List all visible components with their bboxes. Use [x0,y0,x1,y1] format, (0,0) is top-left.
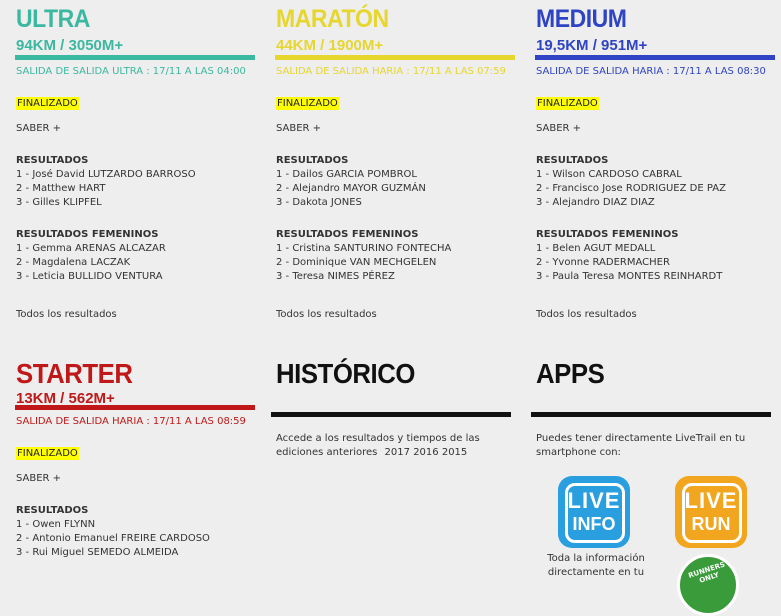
list-item[interactable]: 1 - Belen AGUT MEDALL [536,243,656,254]
results-list [276,168,516,210]
status-badge: FINALIZADO [277,98,338,109]
starter-results-list [16,518,256,560]
race-distance: 19,5KM / 951M+ [536,37,648,54]
saber-mas-link[interactable]: SABER + [276,123,322,134]
women-results-list [16,242,256,284]
apps-title: APPS [536,358,605,389]
women-results-header: RESULTADOS FEMENINOS [16,229,159,240]
runners-only-badge-icon [677,554,739,616]
list-item[interactable]: 3 - Rui Miguel SEMEDO ALMEIDA [16,547,179,558]
results-list [536,168,776,210]
historico-section [276,358,516,460]
race-section [16,5,256,322]
list-item[interactable]: 3 - Paula Teresa MONTES REINHARDT [536,271,723,282]
list-item[interactable]: 1 - Gemma ARENAS ALCAZAR [16,243,166,254]
apps-section [536,358,776,584]
status-badge: FINALIZADO [17,98,78,109]
results-header: RESULTADOS [536,155,609,166]
live-run-app-icon[interactable] [675,476,747,548]
list-item[interactable]: 3 - Gilles KLIPFEL [16,197,102,208]
live-info-line2: INFO [572,514,616,534]
list-item[interactable]: 3 - Dakota JONES [276,197,362,208]
saber-mas-link[interactable]: SABER + [16,123,62,134]
list-item[interactable]: 2 - Francisco Jose RODRIGUEZ DE PAZ [536,183,726,194]
runners-only-badge-text: RUNNERS ONLY [687,560,727,585]
year-link-2015[interactable]: 2015 [441,447,468,458]
list-item[interactable]: 1 - Dailos GARCIA POMBROL [276,169,417,180]
year-link-2017[interactable]: 2017 [384,447,410,458]
list-item[interactable]: 3 - Alejandro DIAZ DIAZ [536,197,655,208]
list-item[interactable]: 1 - José David LUTZARDO BARROSO [16,169,196,180]
women-results-list [276,242,516,284]
women-results-header: RESULTADOS FEMENINOS [276,229,419,240]
historico-title: HISTÓRICO [276,358,415,389]
live-info-app-icon[interactable] [558,476,630,548]
starter-results-header: RESULTADOS [16,505,89,516]
race-start-time: SALIDA DE SALIDA HARIA : 17/11 A LAS 08:30 [536,66,766,77]
race-color-bar [535,55,775,60]
list-item[interactable]: 2 - Matthew HART [16,183,106,194]
list-item[interactable]: 2 - Yvonne RADERMACHER [536,257,670,268]
status-badge: FINALIZADO [537,98,598,109]
race-distance: 94KM / 3050M+ [16,37,124,54]
starter-section [16,358,256,560]
list-item[interactable]: 3 - Leticia BULLIDO VENTURA [16,271,163,282]
results-header: RESULTADOS [276,155,349,166]
race-start-time: SALIDA DE SALIDA HARIA : 17/11 A LAS 07:59 [276,66,506,77]
race-title: ULTRA [16,5,90,33]
all-results-link[interactable]: Todos los resultados [16,309,117,320]
race-section [276,5,516,322]
race-title: MEDIUM [536,5,627,33]
starter-more-link[interactable]: SABER + [16,473,62,484]
historico-text: Accede a los resultados y tiempos de las ediciones anteriores 2017 2016 2015 [276,433,480,458]
list-item[interactable]: 1 - Cristina SANTURINO FONTECHA [276,243,452,254]
list-item[interactable]: 2 - Antonio Emanuel FREIRE CARDOSO [16,533,210,544]
women-results-header: RESULTADOS FEMENINOS [536,229,679,240]
all-results-link[interactable]: Todos los resultados [276,309,377,320]
list-item[interactable]: 2 - Dominique VAN MECHGELEN [276,257,437,268]
women-results-list [536,242,776,284]
historico-bar [271,412,511,417]
apps-text: Puedes tener directamente LiveTrail en tu smartphone con: [536,433,746,458]
results-list [16,168,256,210]
all-results-link[interactable]: Todos los resultados [536,309,637,320]
results-header: RESULTADOS [16,155,89,166]
list-item[interactable]: 1 - Owen FLYNN [16,519,96,530]
race-section [536,5,776,322]
race-title: MARATÓN [276,5,389,33]
list-item[interactable]: 3 - Teresa NIMES PÉREZ [276,271,395,282]
live-run-line2: RUN [691,514,731,534]
race-distance: 44KM / 1900M+ [276,37,384,54]
list-item[interactable]: 2 - Magdalena LACZAK [16,257,131,268]
apps-caption: Toda la información directamente en tu [547,553,645,578]
race-color-bar [15,55,255,60]
list-item[interactable]: 2 - Alejandro MAYOR GUZMÁN [276,183,426,194]
year-link-2016[interactable]: 2016 [413,447,439,458]
saber-mas-link[interactable]: SABER + [536,123,582,134]
starter-status-badge: FINALIZADO [17,448,78,459]
live-run-line1: LIVE [684,488,738,513]
list-item[interactable]: 1 - Wilson CARDOSO CABRAL [536,169,682,180]
starter-distance: 13KM / 562M+ [16,390,115,407]
starter-start-time: SALIDA DE SALIDA HARIA : 17/11 A LAS 08:59 [16,416,246,427]
live-info-line1: LIVE [567,488,621,513]
starter-title: STARTER [16,358,133,389]
apps-bar [531,412,771,417]
race-color-bar [275,55,515,60]
race-start-time: SALIDA DE SALIDA ULTRA : 17/11 A LAS 04:00 [16,66,246,77]
